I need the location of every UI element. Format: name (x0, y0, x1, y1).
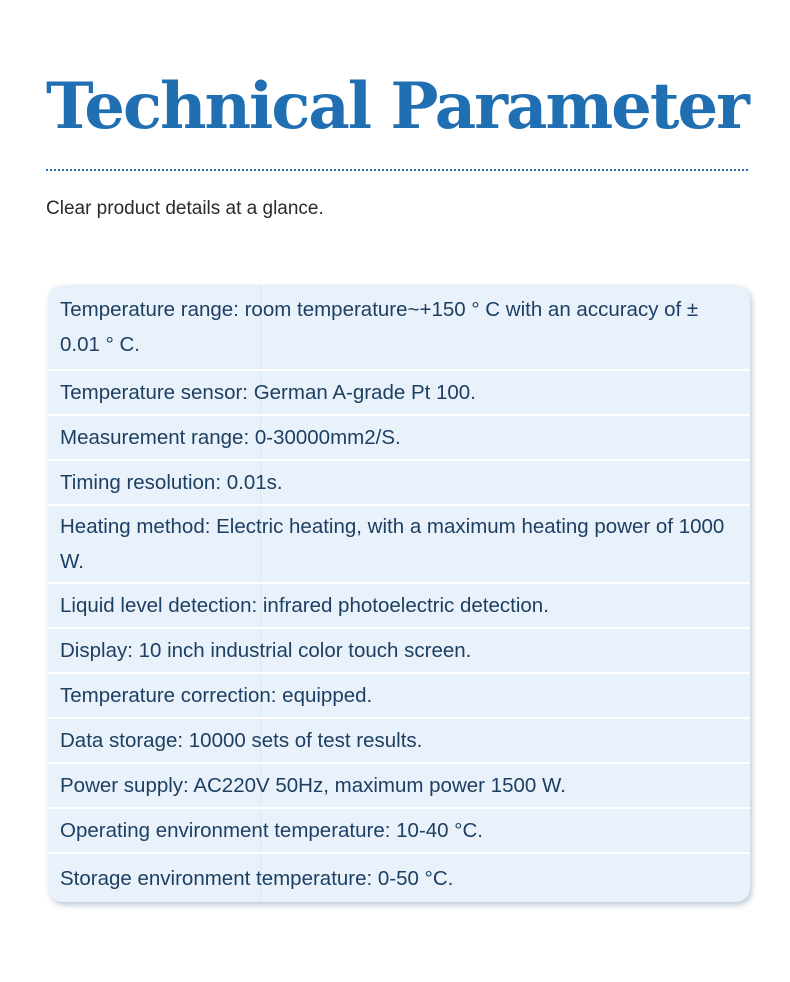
parameter-row (48, 674, 750, 719)
dotted-divider (46, 169, 748, 171)
parameter-row (48, 584, 750, 629)
parameter-row (48, 629, 750, 674)
parameter-row (48, 416, 750, 461)
subtitle: Clear product details at a glance. (46, 198, 324, 219)
parameter-text: Temperature sensor: German A-grade Pt 100. (60, 381, 476, 404)
parameter-row (48, 285, 750, 371)
header (46, 62, 756, 152)
parameter-card (48, 285, 750, 902)
parameter-row (48, 371, 750, 416)
parameter-text: Operating environment temperature: 10-40 °C. (60, 819, 483, 842)
parameter-text: Liquid level detection: infrared photoelectric detection. (60, 594, 549, 617)
parameter-row (48, 506, 750, 584)
parameter-row (48, 461, 750, 506)
parameter-text: Heating method: Electric heating, with a maximum heating power of 1000 W. (60, 515, 725, 573)
parameter-row (48, 809, 750, 854)
page-title: Technical Parameter (46, 69, 748, 144)
parameter-text: Data storage: 10000 sets of test results. (60, 729, 423, 752)
parameter-text: Power supply: AC220V 50Hz, maximum power 1500 W. (60, 774, 566, 797)
parameter-row (48, 719, 750, 764)
parameter-text: Temperature range: room temperature~+150 ° C with an accuracy of ± 0.01 ° C. (60, 298, 699, 356)
parameter-text: Storage environment temperature: 0-50 °C. (60, 866, 454, 890)
parameter-text: Timing resolution: 0.01s. (60, 471, 283, 494)
parameter-text: Measurement range: 0-30000mm2/S. (60, 426, 401, 449)
parameter-text: Display: 10 inch industrial color touch screen. (60, 639, 472, 662)
parameter-text: Temperature correction: equipped. (60, 684, 373, 707)
parameter-row (48, 764, 750, 809)
parameter-row (48, 854, 750, 902)
